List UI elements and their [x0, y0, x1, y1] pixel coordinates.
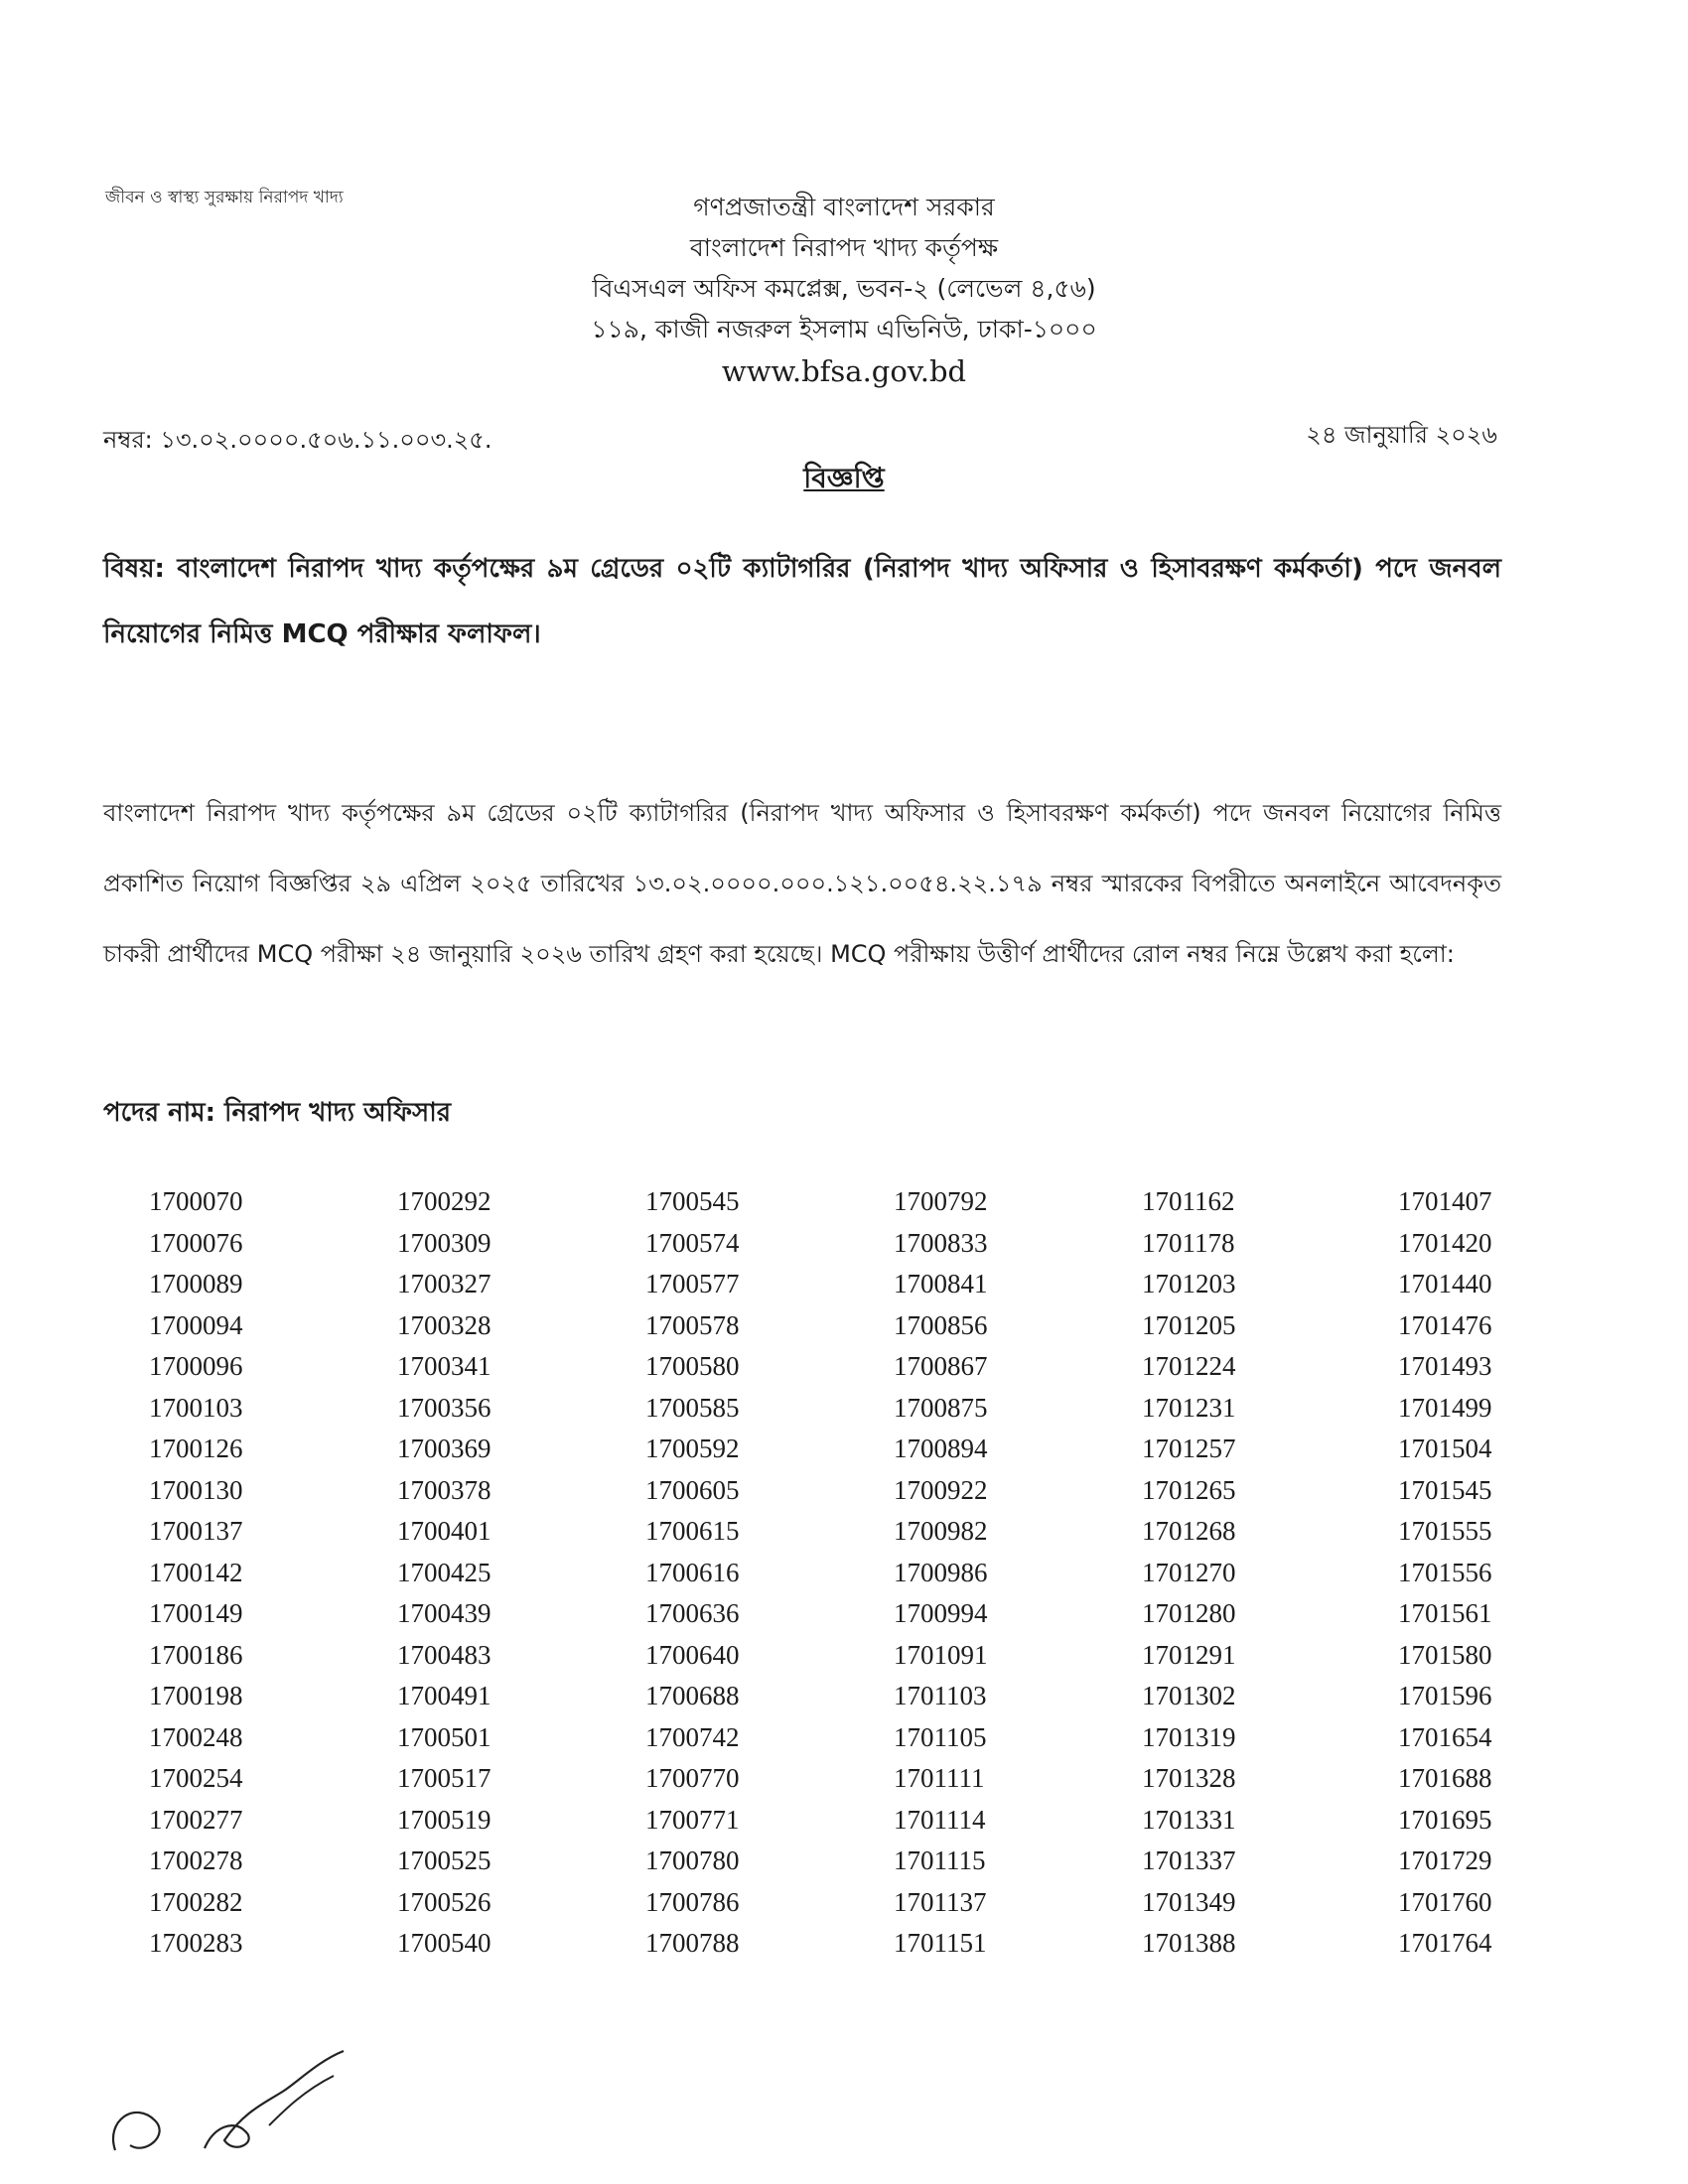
roll-number: 1700439: [397, 1598, 492, 1628]
roll-number: 1700248: [149, 1721, 243, 1752]
roll-number: 1700094: [149, 1309, 243, 1340]
roll-number: 1701504: [1398, 1433, 1492, 1463]
roll-number: 1701729: [1398, 1845, 1492, 1875]
roll-number: 1701114: [894, 1804, 986, 1835]
roll-number: 1701231: [1142, 1392, 1236, 1423]
roll-number: 1700328: [397, 1309, 492, 1340]
roll-number: 1700483: [397, 1639, 492, 1670]
roll-number: 1700982: [894, 1516, 988, 1546]
roll-number: 1700517: [397, 1763, 492, 1793]
roll-number: 1701137: [894, 1886, 987, 1917]
roll-number: 1701103: [894, 1681, 987, 1710]
roll-number: 1700186: [149, 1639, 243, 1670]
street-address: ১১৯, কাজী নজরুল ইসলাম এভিনিউ, ঢাকা-১০০০: [591, 315, 1097, 343]
roll-number: 1700149: [149, 1598, 243, 1628]
roll-number: 1700636: [645, 1598, 740, 1628]
notice-heading: [0, 457, 1688, 503]
roll-number: 1701162: [1142, 1186, 1235, 1216]
roll-number: 1700786: [645, 1886, 740, 1917]
roll-number: 1700894: [894, 1433, 988, 1463]
roll-number: 1700378: [397, 1474, 492, 1505]
roll-number: 1700519: [397, 1804, 492, 1835]
roll-number: 1700341: [397, 1351, 492, 1381]
roll-number: 1701111: [894, 1763, 985, 1793]
roll-number: 1701388: [1142, 1928, 1236, 1958]
roll-number: 1700142: [149, 1557, 243, 1587]
roll-number: 1700103: [149, 1392, 243, 1423]
roll-number: 1700277: [149, 1804, 243, 1835]
roll-number: 1701561: [1398, 1598, 1492, 1628]
roll-number: 1700770: [645, 1763, 740, 1793]
roll-number: 1701493: [1398, 1351, 1492, 1381]
roll-number: 1700833: [894, 1227, 988, 1258]
roll-column: [149, 1181, 397, 1965]
reference-number-text: নম্বর: ১৩.০২.০০০০.৫০৬.১১.০০৩.২৫.: [103, 426, 492, 454]
office-address: বিএসএল অফিস কমপ্লেক্স, ভবন-২ (লেভেল ৪,৫৬): [592, 274, 1096, 303]
roll-number: 1700283: [149, 1928, 243, 1958]
roll-number: 1700130: [149, 1474, 243, 1505]
roll-number: 1700616: [645, 1557, 740, 1587]
roll-number: 1701407: [1398, 1186, 1492, 1216]
notice-heading-text: বিজ্ঞপ্তি: [803, 462, 885, 494]
roll-number: 1700574: [645, 1227, 740, 1258]
roll-number: 1701580: [1398, 1639, 1492, 1670]
roll-column: [645, 1181, 894, 1965]
roll-number: 1700425: [397, 1557, 492, 1587]
roll-number: 1701440: [1398, 1269, 1492, 1298]
roll-column: [397, 1181, 645, 1965]
roll-number: 1700640: [645, 1639, 740, 1670]
roll-number: 1700096: [149, 1351, 243, 1381]
roll-number: 1700585: [645, 1392, 740, 1423]
roll-number: 1701115: [894, 1845, 986, 1875]
roll-number: 1701556: [1398, 1557, 1492, 1587]
roll-number: 1701302: [1142, 1681, 1236, 1710]
roll-number: 1701654: [1398, 1721, 1492, 1752]
roll-number: 1701760: [1398, 1886, 1492, 1917]
roll-number: 1701596: [1398, 1681, 1492, 1710]
roll-number: 1700688: [645, 1681, 740, 1710]
roll-number: 1700089: [149, 1269, 243, 1298]
roll-number: 1701349: [1142, 1886, 1236, 1917]
roll-number: 1701224: [1142, 1351, 1236, 1381]
roll-number: 1700577: [645, 1269, 740, 1298]
roll-number: 1701105: [894, 1721, 987, 1752]
roll-number: 1701331: [1142, 1804, 1236, 1835]
roll-number: 1700309: [397, 1227, 492, 1258]
roll-number: 1701420: [1398, 1227, 1492, 1258]
roll-number: 1700578: [645, 1309, 740, 1340]
roll-number: 1700525: [397, 1845, 492, 1875]
roll-number: 1701476: [1398, 1309, 1492, 1340]
roll-number: 1700580: [645, 1351, 740, 1381]
roll-number: 1701203: [1142, 1269, 1236, 1298]
roll-number: 1701764: [1398, 1928, 1492, 1958]
roll-number: 1701257: [1142, 1433, 1236, 1463]
roll-number: 1700076: [149, 1227, 243, 1258]
roll-number: 1700771: [645, 1804, 740, 1835]
roll-number: 1700615: [645, 1516, 740, 1546]
post-name-label: পদের নাম: নিরাপদ খাদ্য অফিসার: [103, 1098, 452, 1128]
roll-number: 1700198: [149, 1681, 243, 1710]
roll-number: 1700788: [645, 1928, 740, 1958]
website: www.bfsa.gov.bd: [721, 354, 967, 388]
roll-number: 1701695: [1398, 1804, 1492, 1835]
roll-number: 1700841: [894, 1269, 988, 1298]
roll-number: 1700867: [894, 1351, 988, 1381]
roll-number: 1701091: [894, 1639, 988, 1670]
roll-number: 1700605: [645, 1474, 740, 1505]
roll-number: 1700922: [894, 1474, 988, 1505]
letterhead: [0, 187, 1688, 393]
roll-number: 1700592: [645, 1433, 740, 1463]
roll-number: 1700327: [397, 1269, 492, 1298]
roll-number: 1700401: [397, 1516, 492, 1546]
roll-number: 1700491: [397, 1681, 492, 1710]
handwritten-signature: [95, 2031, 393, 2160]
roll-number: 1700501: [397, 1721, 492, 1752]
roll-number: 1700545: [645, 1186, 740, 1216]
roll-number: 1701499: [1398, 1392, 1492, 1423]
roll-number: 1700282: [149, 1886, 243, 1917]
roll-number: 1700792: [894, 1186, 988, 1216]
roll-number: 1700254: [149, 1763, 243, 1793]
roll-number: 1701291: [1142, 1639, 1236, 1670]
roll-number: 1700875: [894, 1392, 988, 1423]
roll-number: 1700126: [149, 1433, 243, 1463]
roll-number: 1700137: [149, 1516, 243, 1546]
roll-number: 1700986: [894, 1557, 988, 1587]
roll-number: 1701337: [1142, 1845, 1236, 1875]
reference-number: [103, 417, 492, 462]
notice-date: ২৪ জানুয়ারি ২০২৬: [1306, 421, 1497, 449]
roll-number: 1701265: [1142, 1474, 1236, 1505]
tagline: জীবন ও স্বাস্থ্য সুরক্ষায় নিরাপদ খাদ্য: [105, 188, 344, 207]
roll-number: 1700526: [397, 1886, 492, 1917]
roll-number: 1701319: [1142, 1721, 1236, 1752]
roll-column: [1390, 1181, 1638, 1965]
roll-number: 1700278: [149, 1845, 243, 1875]
roll-number: 1700780: [645, 1845, 740, 1875]
roll-column: [1142, 1181, 1390, 1965]
roll-number: 1701545: [1398, 1474, 1492, 1505]
roll-number: 1700356: [397, 1392, 492, 1423]
roll-number: 1700369: [397, 1433, 492, 1463]
roll-number: 1700994: [894, 1598, 988, 1628]
roll-number: 1701205: [1142, 1309, 1236, 1340]
roll-number: 1700540: [397, 1928, 492, 1958]
roll-number: 1701151: [894, 1928, 987, 1958]
roll-number: 1701328: [1142, 1763, 1236, 1793]
roll-number: 1700856: [894, 1309, 988, 1340]
roll-number-list: [149, 1181, 1638, 1965]
subject: বিষয়: বাংলাদেশ নিরাপদ খাদ্য কর্তৃপক্ষের ৯ম গ্রেডের ০২টি ক্যাটাগরির (নিরাপদ খাদ্য অফিসার ও হিসাবরক্ষণ কর্মকর্তা) পদে জনবল নিয়োগের নিমিত্ত MCQ পরীক্ষার ফলাফল।: [103, 554, 1501, 649]
roll-number: 1701270: [1142, 1557, 1236, 1587]
roll-number: 1701280: [1142, 1598, 1236, 1628]
roll-column: [894, 1181, 1142, 1965]
authority-name: বাংলাদেশ নিরাপদ খাদ্য কর্তৃপক্ষ: [689, 233, 999, 262]
government-name: গণপ্রজাতন্ত্রী বাংলাদেশ সরকার: [693, 193, 995, 221]
roll-number: 1701268: [1142, 1516, 1236, 1546]
roll-number: 1701688: [1398, 1763, 1492, 1793]
roll-number: 1700742: [645, 1721, 740, 1752]
roll-number: 1700070: [149, 1186, 243, 1216]
body-paragraph: বাংলাদেশ নিরাপদ খাদ্য কর্তৃপক্ষের ৯ম গ্রেডের ০২টি ক্যাটাগরির (নিরাপদ খাদ্য অফিসার ও হিসাবরক্ষণ কর্মকর্তা) পদে জনবল নিয়োগের নিমিত্ত প্রকাশিত নিয়োগ বিজ্ঞপ্তির ২৯ এপ্রিল ২০২৫ তারিখের ১৩.০২.০০০০.০০০.১২১.০০৫৪.২২.১৭৯ নম্বর স্মারকের বিপরীতে অনলাইনে আবেদনকৃত চাকরী প্রার্থীদের MCQ পরীক্ষা ২৪ জানুয়ারি ২০২৬ তারিখ গ্রহণ করা হয়েছে। MCQ পরীক্ষায় উত্তীর্ণ প্রার্থীদের রোল নম্বর নিম্নে উল্লেখ করা হলো:: [103, 799, 1501, 968]
roll-number: 1700292: [397, 1186, 492, 1216]
roll-number: 1701555: [1398, 1516, 1492, 1546]
roll-number: 1701178: [1142, 1227, 1235, 1258]
